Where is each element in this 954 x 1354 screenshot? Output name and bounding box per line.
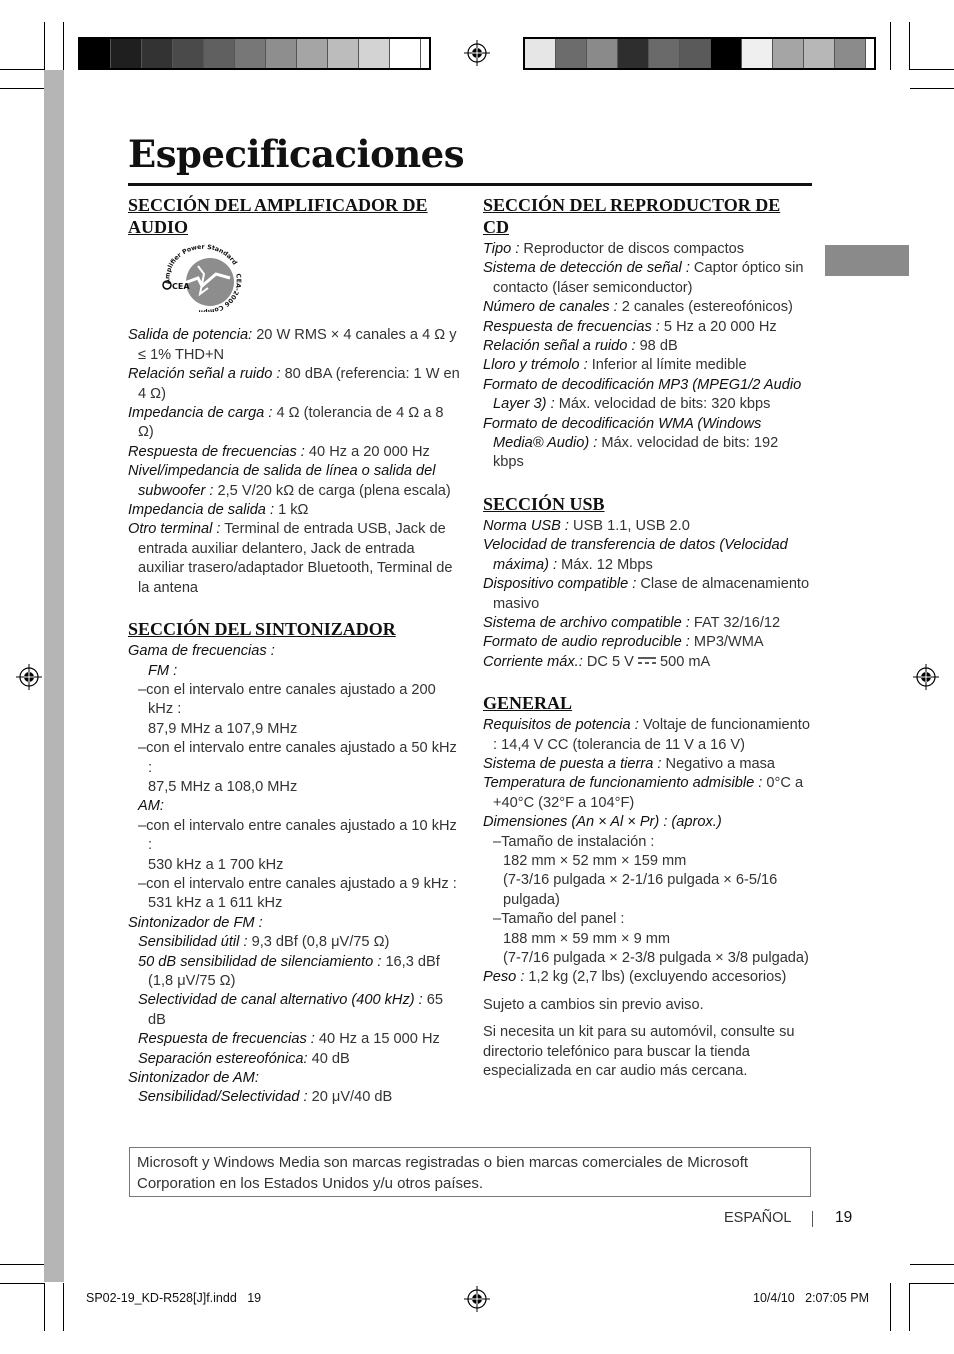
spec-key: Respuesta de frecuencias : xyxy=(138,1031,315,1048)
fm-label: FM : xyxy=(148,662,178,679)
spec-value: 0°C a +40°C (32°F a 104°F) xyxy=(493,775,804,811)
footer-separator xyxy=(812,1211,813,1227)
spec-key: Sistema de archivo compatible : xyxy=(483,614,690,631)
spec-item xyxy=(483,633,813,652)
spec-item xyxy=(128,365,460,404)
spec-value: FAT 32/16/12 xyxy=(689,614,781,631)
spec-value: Máx. velocidad de bits: 320 kbps xyxy=(554,396,771,413)
spec-value: 9,3 dBf (0,8 μV/75 Ω) xyxy=(247,934,390,951)
color-bar-left xyxy=(78,37,431,70)
spec-key: Impedancia de salida : xyxy=(128,502,275,519)
spec-value: Negativo a masa xyxy=(661,755,776,772)
fm-tuner-label: Sintonizador de FM : xyxy=(128,914,263,931)
spec-item xyxy=(483,536,813,575)
spec-value: 20 W RMS × 4 canales a 4 Ω y ≤ 1% THD+N xyxy=(138,327,457,363)
spec-value: Reproductor de discos compactos xyxy=(519,241,745,257)
spec-value: 98 dB xyxy=(635,338,678,355)
panel-size-mm: 188 mm × 59 mm × 9 mm xyxy=(503,930,671,947)
crop-mark xyxy=(0,1264,44,1265)
color-swatch xyxy=(204,39,235,68)
usb-current-key: Corriente máx.: xyxy=(483,653,583,670)
crop-mark xyxy=(910,1283,954,1284)
spec-key: Nivel/impedancia de salida de línea o salida del subwoofer : xyxy=(128,463,436,499)
am-range-10: 530 kHz a 1 700 kHz xyxy=(148,856,284,873)
color-bar-right xyxy=(523,37,876,70)
tuner-section-heading: SECCIÓN DEL SINTONIZADOR xyxy=(128,619,396,640)
cd-spec-list xyxy=(483,240,813,473)
color-swatch xyxy=(773,39,804,68)
spec-key: Sistema de detección de señal : xyxy=(483,260,690,277)
page-edge-bar xyxy=(44,70,64,1282)
spec-item xyxy=(483,356,813,375)
spec-key: Respuesta de frecuencias : xyxy=(483,318,660,335)
spec-item xyxy=(483,415,813,473)
spec-item xyxy=(483,298,813,317)
crop-mark xyxy=(890,22,891,70)
spec-key: Selectividad de canal alternativo (400 kHz) : xyxy=(138,992,423,1009)
spec-key: Impedancia de carga : xyxy=(128,405,273,422)
crop-mark xyxy=(909,22,910,70)
color-swatch xyxy=(835,39,866,68)
cd-heading-line1: SECCIÓN DEL REPRODUCTOR DE xyxy=(483,195,781,215)
spec-value: 16,3 dBf (1,8 μV/75 Ω) xyxy=(148,953,440,989)
right-column xyxy=(483,194,813,1081)
spec-item xyxy=(128,501,460,520)
spec-value: Máx. 12 Mbps xyxy=(557,556,653,573)
am-label: AM: xyxy=(138,798,164,815)
registration-mark-icon xyxy=(464,1286,490,1312)
am-tuner-spec-list xyxy=(128,1088,460,1107)
color-swatch xyxy=(390,39,421,68)
slug-file-info: SP02-19_KD-R528[J]f.indd 19 xyxy=(86,1291,262,1305)
spec-value: MP3/WMA xyxy=(689,634,764,651)
crop-mark xyxy=(0,88,44,89)
badge-brand: CEA xyxy=(172,282,190,291)
spec-key: Sensibilidad/Selectividad : xyxy=(138,1089,308,1106)
spec-value: 5 Hz a 20 000 Hz xyxy=(659,318,777,335)
spec-value: 40 Hz a 15 000 Hz xyxy=(314,1031,440,1048)
cd-heading-line2: CD xyxy=(483,217,509,237)
amp-heading-line2: AUDIO xyxy=(128,217,189,237)
general-section-heading: GENERAL xyxy=(483,693,573,714)
usb-spec-list xyxy=(483,517,813,653)
slug-date: 10/4/10 2:07:05 PM xyxy=(753,1291,870,1305)
color-swatch xyxy=(525,39,556,68)
spec-key: 50 dB sensibilidad de silenciamiento : xyxy=(138,953,382,970)
spec-key: Lloro y trémolo : xyxy=(483,357,588,374)
amp-section-heading xyxy=(128,194,460,238)
crop-mark xyxy=(0,1283,44,1284)
spec-item xyxy=(483,774,813,813)
spec-key: Salida de potencia: xyxy=(128,327,253,344)
panel-size-label: –Tamaño del panel : xyxy=(493,911,625,928)
cea-2006-badge-icon xyxy=(158,244,248,312)
usb-current-item xyxy=(483,653,813,672)
spec-item xyxy=(483,318,813,337)
color-swatch xyxy=(556,39,587,68)
spec-value: 40 dB xyxy=(307,1050,350,1067)
spec-value: Terminal de entrada USB, Jack de entrada auxiliar delantero, Jack de entrada auxiliar trasero/adaptador Bluetooth, Terminal de la antena xyxy=(138,521,453,596)
spec-key: Velocidad de transferencia de datos (Velocidad máxima) : xyxy=(483,537,788,573)
spec-value: Clase de almacenamiento masivo xyxy=(493,576,810,612)
am-range-9: 531 kHz a 1 611 kHz xyxy=(148,895,283,912)
spec-key: Relación señal a ruido : xyxy=(128,366,281,383)
spec-item xyxy=(128,326,460,365)
color-swatch xyxy=(804,39,835,68)
install-size-label: –Tamaño de instalación : xyxy=(493,833,655,850)
crop-mark xyxy=(890,1283,891,1331)
title-rule xyxy=(128,183,812,186)
spec-item xyxy=(483,575,813,614)
crop-mark xyxy=(910,69,954,70)
spec-item xyxy=(128,991,460,1030)
am-step-9-text: –con el intervalo entre canales ajustado a 9 kHz : xyxy=(138,875,457,892)
spec-value: 20 μV/40 dB xyxy=(307,1089,393,1106)
spec-value: Inferior al límite medible xyxy=(587,357,747,374)
spec-key: Sensibilidad útil : xyxy=(138,934,248,951)
left-column xyxy=(128,194,460,1108)
color-swatch xyxy=(173,39,204,68)
am-step-10-text: –con el intervalo entre canales ajustado a 10 kHz : xyxy=(138,817,457,854)
spec-key: Formato de decodificación MP3 (MPEG1/2 Audio Layer 3) : xyxy=(483,376,802,413)
spec-item xyxy=(483,337,813,356)
badge-side-text: CEA-2006 Compli xyxy=(198,273,242,312)
dimensions-label: Dimensiones (An × Al × Pr) : (aprox.) xyxy=(483,814,722,831)
crop-mark xyxy=(63,22,64,70)
install-size-mm: 182 mm × 52 mm × 159 mm xyxy=(503,852,687,869)
spec-item xyxy=(128,1030,460,1049)
spec-key: Otro terminal : xyxy=(128,521,221,538)
crop-mark xyxy=(44,22,45,70)
color-swatch xyxy=(266,39,297,68)
car-kit-note: Si necesita un kit para su automóvil, consulte su directorio telefónico para buscar la tienda especializada en car audio más cercana. xyxy=(483,1024,795,1080)
install-size-in: (7-3/16 pulgada × 2-1/16 pulgada × 6-5/16 pulgada) xyxy=(503,872,778,908)
spec-item xyxy=(483,259,813,298)
crop-mark xyxy=(910,1264,954,1265)
fm-tuner-spec-list xyxy=(128,933,460,1069)
spec-item xyxy=(128,520,460,598)
spec-item xyxy=(483,517,813,536)
spec-item xyxy=(483,240,813,259)
spec-value: Máx. velocidad de bits: 192 kbps xyxy=(493,435,779,471)
usb-section-heading: SECCIÓN USB xyxy=(483,493,605,514)
registration-mark-icon xyxy=(913,664,939,690)
language-tab xyxy=(825,245,909,276)
spec-item xyxy=(483,614,813,633)
spec-item xyxy=(128,933,460,952)
trademark-notice: Microsoft y Windows Media son marcas registradas o bien marcas comerciales de Microsoft Corporation en los Estados Unidos y/u otros países. xyxy=(129,1147,811,1197)
usb-current-value1: DC 5 V xyxy=(582,653,638,670)
color-swatch xyxy=(649,39,680,68)
panel-size-in: (7-7/16 pulgada × 2-3/8 pulgada × 3/8 pulgada) xyxy=(503,950,809,966)
color-swatch xyxy=(711,39,742,68)
color-swatch xyxy=(742,39,773,68)
spec-item xyxy=(128,462,460,501)
registration-mark-icon xyxy=(16,664,42,690)
usb-current-value2: 500 mA xyxy=(655,653,711,670)
weight-key: Peso : xyxy=(483,969,525,986)
color-swatch xyxy=(297,39,328,68)
spec-value: 2,5 V/20 kΩ de carga (plena escala) xyxy=(213,482,451,499)
spec-key: Dispositivo compatible : xyxy=(483,576,637,593)
amp-heading-line1: SECCIÓN DEL AMPLIFICADOR DE xyxy=(128,195,428,215)
spec-key: Número de canales : xyxy=(483,299,618,316)
crop-mark xyxy=(63,1283,64,1331)
registration-mark-icon xyxy=(464,40,490,66)
color-swatch xyxy=(359,39,390,68)
spec-item xyxy=(128,404,460,443)
spec-item xyxy=(128,953,460,992)
fm-step-50-text: –con el intervalo entre canales ajustado a 50 kHz : xyxy=(138,740,457,776)
spec-value: Voltaje de funcionamiento : 14,4 V CC (tolerancia de 11 V a 16 V) xyxy=(493,717,810,753)
general-spec-list xyxy=(483,716,813,813)
spec-item xyxy=(483,376,813,415)
spec-value: USB 1.1, USB 2.0 xyxy=(568,517,690,534)
spec-value: 40 Hz a 20 000 Hz xyxy=(304,443,430,460)
color-swatch xyxy=(680,39,711,68)
color-swatch xyxy=(328,39,359,68)
crop-mark xyxy=(909,1283,910,1331)
spec-value: 80 dBA (referencia: 1 W en 4 Ω) xyxy=(138,366,460,402)
spec-key: Requisitos de potencia : xyxy=(483,717,639,734)
page-title: Especificaciones xyxy=(128,132,465,176)
crop-mark xyxy=(44,1283,45,1331)
spec-value: 65 dB xyxy=(148,992,444,1028)
color-swatch xyxy=(142,39,173,68)
spec-key: Relación señal a ruido : xyxy=(483,338,636,355)
fm-range-200: 87,9 MHz a 107,9 MHz xyxy=(148,720,298,737)
fm-step-200-text: –con el intervalo entre canales ajustado a 200 kHz : xyxy=(138,681,436,718)
weight-value: 1,2 kg (2,7 lbs) (excluyendo accesorios) xyxy=(524,969,787,986)
spec-key: Sistema de puesta a tierra : xyxy=(483,755,662,772)
page-number: 19 xyxy=(835,1209,853,1226)
spec-item xyxy=(128,1088,460,1107)
spec-item xyxy=(128,1050,460,1069)
tuner-range-label: Gama de frecuencias : xyxy=(128,643,275,660)
am-tuner-label: Sintonizador de AM: xyxy=(128,1070,259,1087)
cd-section-heading xyxy=(483,194,813,238)
spec-item xyxy=(483,716,813,755)
color-swatch xyxy=(111,39,142,68)
spec-key: Formato de audio reproducible : xyxy=(483,634,690,651)
spec-key: Tipo : xyxy=(483,241,520,257)
badge-arc-text: Amplifier Power Standard xyxy=(164,244,239,285)
spec-value: 2 canales (estereofónicos) xyxy=(617,299,793,316)
weight-item xyxy=(483,968,813,987)
change-notice: Sujeto a cambios sin previo aviso. xyxy=(483,996,704,1013)
spec-value: 4 Ω (tolerancia de 4 Ω a 8 Ω) xyxy=(138,405,444,441)
spec-item xyxy=(483,755,813,774)
spec-item xyxy=(128,443,460,462)
dc-symbol-icon xyxy=(638,656,656,666)
color-swatch xyxy=(618,39,649,68)
spec-key: Respuesta de frecuencias : xyxy=(128,443,305,460)
footer-language: ESPAÑOL xyxy=(724,1210,792,1226)
crop-mark xyxy=(0,69,44,70)
spec-key: Formato de decodificación WMA (Windows Media® Audio) : xyxy=(483,415,762,452)
spec-value: Captor óptico sin contacto (láser semiconductor) xyxy=(493,260,804,296)
crop-mark xyxy=(910,88,954,89)
spec-value: 1 kΩ xyxy=(274,502,309,519)
spec-key: Norma USB : xyxy=(483,517,569,534)
amp-spec-list xyxy=(128,326,460,598)
fm-range-50: 87,5 MHz a 108,0 MHz xyxy=(148,778,298,795)
spec-key: Temperatura de funcionamiento admisible : xyxy=(483,775,763,792)
color-swatch xyxy=(235,39,266,68)
color-swatch xyxy=(80,39,111,68)
spec-key: Separación estereofónica: xyxy=(138,1050,308,1067)
color-swatch xyxy=(587,39,618,68)
